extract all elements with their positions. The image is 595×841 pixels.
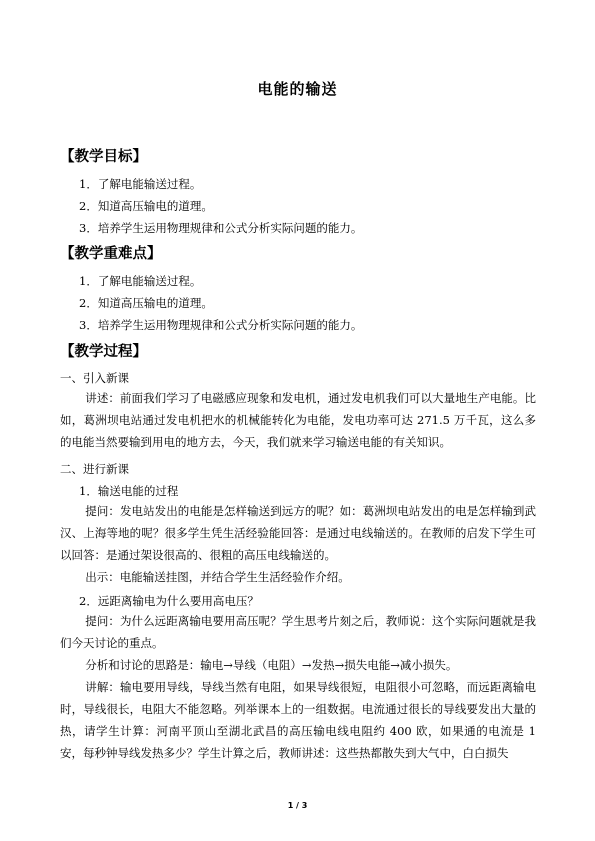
key-points-heading: 【教学重难点】 bbox=[60, 246, 162, 262]
process-heading: 【教学过程】 bbox=[60, 344, 147, 360]
part1-title: 一、引入新课 bbox=[60, 371, 129, 385]
objective-item: 2．知道高压输电的道理。 bbox=[79, 199, 213, 213]
subsection-2-title: 2．远距离输电为什么要用高电压？ bbox=[79, 594, 259, 608]
page-number: 1 / 3 bbox=[287, 801, 308, 810]
paragraph-1: 提问：发电站发出的电能是怎样输送到远方的呢？如：葛洲坝电站发出的电是怎样输到武汉、上海等地的呢？很多学生凭生活经验能回答：是通过电线输送的。在教师的启发下学生可以回答：是通过架设很高的、很粗的高压电线输送的。 bbox=[60, 504, 536, 562]
paragraph-5: 讲解：输电要用导线，导线当然有电阻，如果导线很短，电阻很小可忽略，而远距离输电时，导线很长，电阻大不能忽略。列举课本上的一组数据。电流通过很长的导线要发出大量的热，请学生计算：河南平顶山至湖北武昌的高压输电线电阻约 400 欧，如果通的电流是 1 安，每秒钟导线发热多少？学生计算之后，教师讲述：这些热都散失到大气中，白白损失 bbox=[60, 680, 536, 760]
objectives-heading: 【教学目标】 bbox=[60, 149, 147, 165]
key-point-item: 1．了解电能输送过程。 bbox=[79, 274, 202, 288]
subsection-1-title: 1．输送电能的过程 bbox=[79, 484, 179, 498]
page-title: 电能的输送 bbox=[257, 80, 338, 98]
part2-title: 二、进行新课 bbox=[60, 462, 129, 476]
paragraph-2: 出示：电能输送挂图，并结合学生生活经验作介绍。 bbox=[85, 570, 350, 584]
key-point-item: 2．知道高压输电的道理。 bbox=[79, 296, 213, 310]
objective-item: 1．了解电能输送过程。 bbox=[79, 177, 202, 191]
paragraph-4: 分析和讨论的思路是：输电→导线（电阻）→发热→损失电能→减小损失。 bbox=[85, 658, 458, 672]
paragraph-3: 提问：为什么远距离输电要用高压呢？学生思考片刻之后，教师说：这个实际问题就是我们今天讨论的重点。 bbox=[60, 614, 536, 650]
objective-item: 3．培养学生运用物理规律和公式分析实际问题的能力。 bbox=[79, 221, 363, 235]
part1-paragraph: 讲述：前面我们学习了电磁感应现象和发电机，通过发电机我们可以大量地生产电能。比如，葛洲坝电站通过发电机把水的机械能转化为电能，发电功率可达 271.5 万千瓦，这么多的电能当然要输到用电的地方去，今天，我们就来学习输送电能的有关知识。 bbox=[60, 391, 536, 449]
key-point-item: 3．培养学生运用物理规律和公式分析实际问题的能力。 bbox=[79, 318, 363, 332]
